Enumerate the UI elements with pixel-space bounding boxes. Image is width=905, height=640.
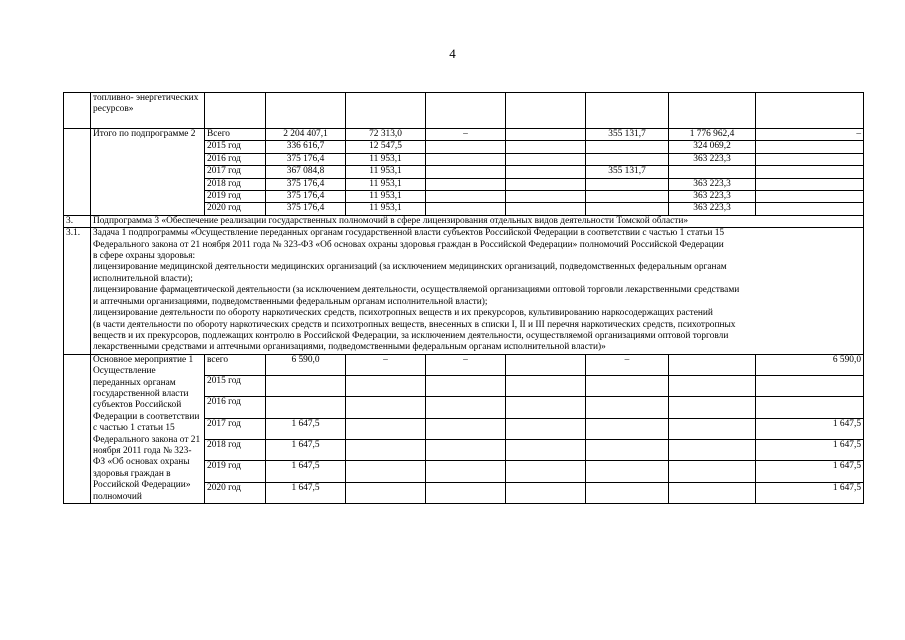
other-source-cell bbox=[586, 418, 669, 439]
municipal-budget-cell bbox=[506, 418, 586, 439]
other-source-cell bbox=[586, 482, 669, 503]
federal-budget-cell: 11 953,1 bbox=[346, 203, 426, 215]
row-number-cell bbox=[64, 354, 91, 503]
extra-budget-cell: 363 223,3 bbox=[669, 178, 756, 190]
regional-budget-cell bbox=[426, 482, 506, 503]
federal-budget-cell: 72 313,0 bbox=[346, 129, 426, 141]
fuel-resources-label: топливно- энергетических ресурсов» bbox=[91, 93, 205, 129]
subprogram-number: 3. bbox=[64, 215, 91, 227]
task-number: 3.1. bbox=[64, 228, 91, 354]
federal-budget-cell: 11 953,1 bbox=[346, 166, 426, 178]
total-cell: 1 647,5 bbox=[266, 418, 346, 439]
municipal-budget-cell bbox=[506, 376, 586, 397]
itogo-label: Итого по подпрограмме 2 bbox=[91, 129, 205, 216]
other-source-cell: – bbox=[586, 354, 669, 375]
task-description-line: лицензирование деятельности по обороту наркотических средств, психотропных веществ и их прекурсоров, культивированию наркосодержащих растений bbox=[93, 308, 713, 319]
empty-cell bbox=[506, 93, 586, 129]
year-cell: 2016 год bbox=[205, 397, 266, 418]
municipal-budget-cell bbox=[506, 461, 586, 482]
other-source-cell bbox=[586, 178, 669, 190]
extra-budget-cell bbox=[669, 439, 756, 460]
regional-budget-cell bbox=[426, 153, 506, 165]
empty-cell bbox=[669, 93, 756, 129]
indicator-cell: 1 647,5 bbox=[756, 418, 864, 439]
other-source-cell bbox=[586, 141, 669, 153]
municipal-budget-cell bbox=[506, 203, 586, 215]
indicator-cell bbox=[756, 153, 864, 165]
total-cell: 1 647,5 bbox=[266, 482, 346, 503]
federal-budget-cell bbox=[346, 482, 426, 503]
federal-budget-cell: – bbox=[346, 354, 426, 375]
row-number-cell bbox=[64, 93, 91, 129]
regional-budget-cell bbox=[426, 418, 506, 439]
extra-budget-cell: 363 223,3 bbox=[669, 191, 756, 203]
regional-budget-cell bbox=[426, 191, 506, 203]
empty-cell bbox=[586, 93, 669, 129]
regional-budget-cell bbox=[426, 461, 506, 482]
other-source-cell bbox=[586, 439, 669, 460]
extra-budget-cell bbox=[669, 397, 756, 418]
municipal-budget-cell bbox=[506, 153, 586, 165]
regional-budget-cell bbox=[426, 376, 506, 397]
task-description-line: лицензирование медицинской деятельности медицинских организаций (за исключением медицинских организаций, подведомственных федеральным органам bbox=[93, 262, 727, 273]
total-cell: 1 647,5 bbox=[266, 439, 346, 460]
year-cell: 2015 год bbox=[205, 376, 266, 397]
regional-budget-cell bbox=[426, 203, 506, 215]
indicator-cell bbox=[756, 191, 864, 203]
empty-cell bbox=[756, 93, 864, 129]
municipal-budget-cell bbox=[506, 439, 586, 460]
indicator-cell bbox=[756, 397, 864, 418]
extra-budget-cell: 1 776 962,4 bbox=[669, 129, 756, 141]
federal-budget-cell: 11 953,1 bbox=[346, 191, 426, 203]
extra-budget-cell bbox=[669, 166, 756, 178]
federal-budget-cell bbox=[346, 439, 426, 460]
year-cell: 2016 год bbox=[205, 153, 266, 165]
total-cell: 375 176,4 bbox=[266, 191, 346, 203]
total-cell: 1 647,5 bbox=[266, 461, 346, 482]
federal-budget-cell bbox=[346, 461, 426, 482]
task-description-line: лекарственными средствами и аптечными организациями, подведомственными федеральным органам исполнительной власти)» bbox=[93, 342, 606, 353]
regional-budget-cell: – bbox=[426, 354, 506, 375]
regional-budget-cell bbox=[426, 141, 506, 153]
budget-table bbox=[63, 92, 864, 504]
task-description bbox=[91, 228, 864, 354]
indicator-cell: – bbox=[756, 129, 864, 141]
measure-label: Основное мероприятие 1 Осуществление переданных органам государственной власти субъектов Российской Федерации в соответствии с частью 1 статьи 15 Федерального закона от 21 ноября 2011 года № 323-ФЗ «Об основах охраны здоровья граждан в Российской Федерации» полномочий bbox=[91, 354, 205, 503]
total-cell: 6 590,0 bbox=[266, 354, 346, 375]
year-cell: всего bbox=[205, 354, 266, 375]
table-row bbox=[64, 354, 864, 375]
year-cell: 2020 год bbox=[205, 203, 266, 215]
task-description-line: веществ и их прекурсоров, подлежащих контролю в Российской Федерации, за исключением деятельности, осуществляемой организациями оптовой торговли bbox=[93, 330, 729, 341]
year-cell: 2015 год bbox=[205, 141, 266, 153]
regional-budget-cell bbox=[426, 166, 506, 178]
total-cell: 336 616,7 bbox=[266, 141, 346, 153]
row-number-cell bbox=[64, 129, 91, 216]
table-row bbox=[64, 215, 864, 227]
total-cell: 375 176,4 bbox=[266, 178, 346, 190]
total-cell: 375 176,4 bbox=[266, 153, 346, 165]
federal-budget-cell bbox=[346, 376, 426, 397]
task-description-line: в сфере охраны здоровья: bbox=[93, 251, 196, 262]
federal-budget-cell: 12 547,5 bbox=[346, 141, 426, 153]
empty-cell bbox=[426, 93, 506, 129]
indicator-cell: 1 647,5 bbox=[756, 482, 864, 503]
regional-budget-cell bbox=[426, 397, 506, 418]
federal-budget-cell bbox=[346, 418, 426, 439]
municipal-budget-cell bbox=[506, 482, 586, 503]
other-source-cell bbox=[586, 461, 669, 482]
indicator-cell bbox=[756, 178, 864, 190]
indicator-cell bbox=[756, 376, 864, 397]
extra-budget-cell bbox=[669, 418, 756, 439]
subprogram-title: Подпрограмма 3 «Обеспечение реализации государственных полномочий в сфере лицензирования отдельных видов деятельности Томской области» bbox=[91, 215, 864, 227]
year-cell: 2019 год bbox=[205, 461, 266, 482]
year-cell: 2018 год bbox=[205, 439, 266, 460]
regional-budget-cell bbox=[426, 439, 506, 460]
municipal-budget-cell bbox=[506, 191, 586, 203]
indicator-cell: 1 647,5 bbox=[756, 439, 864, 460]
year-cell: 2019 год bbox=[205, 191, 266, 203]
total-cell: 367 084,8 bbox=[266, 166, 346, 178]
other-source-cell bbox=[586, 191, 669, 203]
extra-budget-cell bbox=[669, 354, 756, 375]
task-description-line: Федерального закона от 21 ноября 2011 года № 323-ФЗ «Об основах охраны здоровья граждан в Российской Федерации» полномочий Российской Федерации bbox=[93, 239, 724, 250]
indicator-cell bbox=[756, 166, 864, 178]
other-source-cell: 355 131,7 bbox=[586, 129, 669, 141]
other-source-cell: 355 131,7 bbox=[586, 166, 669, 178]
other-source-cell bbox=[586, 203, 669, 215]
task-description-line: лицензирование фармацевтической деятельности (за исключением деятельности, осуществляемой организациями оптовой торговли лекарственными средствами bbox=[93, 285, 740, 296]
year-cell: 2018 год bbox=[205, 178, 266, 190]
extra-budget-cell: 363 223,3 bbox=[669, 203, 756, 215]
extra-budget-cell bbox=[669, 461, 756, 482]
table-row bbox=[64, 228, 864, 354]
extra-budget-cell: 324 069,2 bbox=[669, 141, 756, 153]
municipal-budget-cell bbox=[506, 141, 586, 153]
other-source-cell bbox=[586, 397, 669, 418]
total-cell: 375 176,4 bbox=[266, 203, 346, 215]
indicator-cell: 6 590,0 bbox=[756, 354, 864, 375]
federal-budget-cell: 11 953,1 bbox=[346, 153, 426, 165]
year-cell: 2020 год bbox=[205, 482, 266, 503]
year-cell: 2017 год bbox=[205, 418, 266, 439]
task-description-line: исполнительной власти); bbox=[93, 273, 193, 284]
indicator-cell bbox=[756, 141, 864, 153]
total-cell bbox=[266, 376, 346, 397]
table-row bbox=[64, 93, 864, 129]
municipal-budget-cell bbox=[506, 397, 586, 418]
task-description-line: (в части деятельности по обороту наркотических средств и психотропных веществ, внесенных в списки I, II и III перечня наркотических средств, психотропных bbox=[93, 319, 736, 330]
municipal-budget-cell bbox=[506, 166, 586, 178]
indicator-cell: 1 647,5 bbox=[756, 461, 864, 482]
other-source-cell bbox=[586, 153, 669, 165]
regional-budget-cell: – bbox=[426, 129, 506, 141]
task-description-line: Задача 1 подпрограммы «Осуществление переданных органам государственной власти субъектов Российской Федерации в соответствии с частью 1 статьи 15 bbox=[93, 228, 725, 239]
total-cell bbox=[266, 397, 346, 418]
empty-cell bbox=[205, 93, 266, 129]
extra-budget-cell: 363 223,3 bbox=[669, 153, 756, 165]
municipal-budget-cell bbox=[506, 178, 586, 190]
federal-budget-cell: 11 953,1 bbox=[346, 178, 426, 190]
table-row bbox=[64, 129, 864, 141]
page-number: 4 bbox=[449, 46, 456, 61]
regional-budget-cell bbox=[426, 178, 506, 190]
total-cell: 2 204 407,1 bbox=[266, 129, 346, 141]
federal-budget-cell bbox=[346, 397, 426, 418]
municipal-budget-cell bbox=[506, 354, 586, 375]
other-source-cell bbox=[586, 376, 669, 397]
year-cell: 2017 год bbox=[205, 166, 266, 178]
extra-budget-cell bbox=[669, 376, 756, 397]
empty-cell bbox=[346, 93, 426, 129]
municipal-budget-cell bbox=[506, 129, 586, 141]
extra-budget-cell bbox=[669, 482, 756, 503]
indicator-cell bbox=[756, 203, 864, 215]
year-cell: Всего bbox=[205, 129, 266, 141]
task-description-line: и аптечными организациями, подведомственными федеральным органам исполнительной власти); bbox=[93, 296, 488, 307]
empty-cell bbox=[266, 93, 346, 129]
